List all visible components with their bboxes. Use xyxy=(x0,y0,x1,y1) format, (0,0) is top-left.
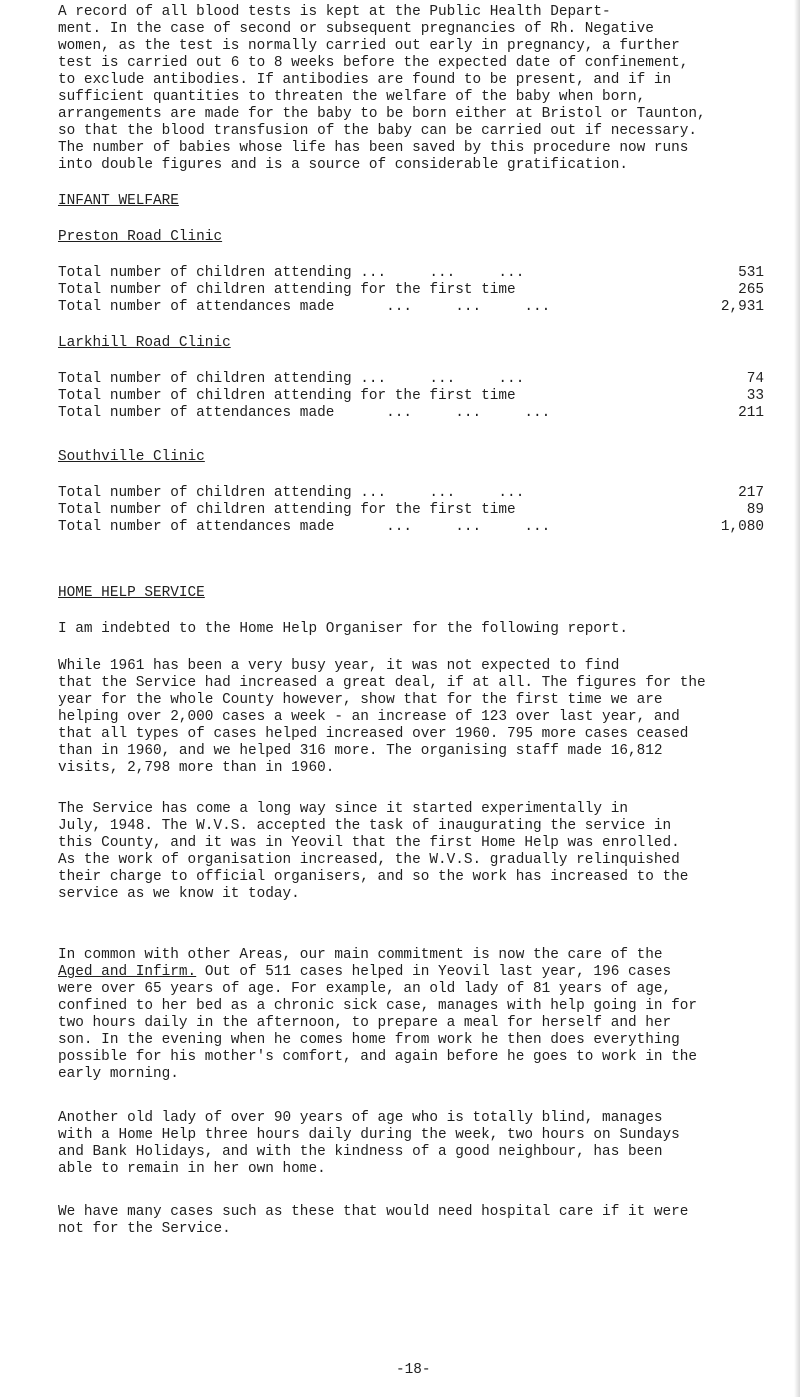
table-row xyxy=(58,265,764,282)
scan-edge-shadow xyxy=(794,0,800,1397)
table-row xyxy=(58,519,764,536)
table-row xyxy=(58,371,764,388)
home-help-paragraph-blind-lady: Another old lady of over 90 years of age who is totally blind, manages with a Home Help three hours daily during the week, two hours on Sundays and Bank Holidays, and with the kindness of a good neighbour, has been able to remain in her own home. xyxy=(58,1110,680,1177)
home-help-heading: HOME HELP SERVICE xyxy=(58,585,205,601)
row-value: 211 xyxy=(738,405,764,421)
row-value: 74 xyxy=(746,371,764,387)
row-value: 33 xyxy=(746,388,764,404)
table-row xyxy=(58,282,764,299)
row-label: Total number of children attending ... ... ... xyxy=(58,265,525,281)
row-label: Total number of children attending ... ... ... xyxy=(58,485,525,501)
row-value: 2,931 xyxy=(720,299,764,315)
table-row xyxy=(58,299,764,316)
row-value: 531 xyxy=(738,265,764,281)
row-label: Total number of children attending for the first time xyxy=(58,388,516,404)
clinic-name-preston-road: Preston Road Clinic xyxy=(58,229,223,245)
row-label: Total number of attendances made ... ... ... xyxy=(58,299,551,315)
home-help-paragraph-closing: We have many cases such as these that would need hospital care if it were not for the Service. xyxy=(58,1204,689,1237)
row-label: Total number of attendances made ... ... ... xyxy=(58,519,551,535)
table-row xyxy=(58,485,764,502)
blood-tests-paragraph: A record of all blood tests is kept at the Public Health Depart- ment. In the case of second or subsequent pregnancies of Rh. Negative women, as the test is normally carried out early in pregnancy, a further test is carried out 6 to 8 weeks before the expected date of confinement, to exclude antibodies. If antibodies are found to be present, and if in sufficient quantities to threaten the welfare of the baby when born, arrangements are made for the baby to be born either at Bristol or Taunton, so that the blood transfusion of the baby can be carried out if necessary. The number of babies whose life has been saved by this procedure now runs into double figures and is a source of considerable gratification. xyxy=(58,4,706,173)
row-value: 217 xyxy=(738,485,764,501)
row-label: Total number of children attending for the first time xyxy=(58,282,516,298)
row-label: Total number of attendances made ... ... ... xyxy=(58,405,551,421)
page-number: -18- xyxy=(396,1362,431,1378)
row-label: Total number of children attending ... ... ... xyxy=(58,371,525,387)
table-row xyxy=(58,502,764,519)
table-row xyxy=(58,405,764,422)
table-row xyxy=(58,388,764,405)
clinic-name-southville: Southville Clinic xyxy=(58,449,205,465)
row-value: 89 xyxy=(746,502,764,518)
row-label: Total number of children attending for the first time xyxy=(58,502,516,518)
home-help-paragraph-1961: While 1961 has been a very busy year, it was not expected to find that the Service had increased a great deal, if at all. The figures for the year for the whole County however, show that for the first time we are helping over 2,000 cases a week - an increase of 123 over last year, and that all types of cases helped increased over 1960. 795 more cases ceased than in 1960, and we helped 316 more. The organising staff made 16,812 visits, 2,798 more than in 1960. xyxy=(58,658,706,776)
home-help-paragraph-aged xyxy=(58,947,758,1083)
infant-welfare-heading: INFANT WELFARE xyxy=(58,193,179,209)
home-help-paragraph-history: The Service has come a long way since it started experimentally in July, 1948. The W.V.S. accepted the task of inaugurating the service in this County, and it was in Yeovil that the first Home Help was enrolled. As the work of organisation increased, the W.V.S. gradually relinquished their charge to official organisers, and so the work has increased to the service as we know it today. xyxy=(58,801,689,902)
paragraph-text: Out of 511 cases helped in Yeovil last year, 196 cases were over 65 years of age. For example, an old lady of 81 years of age, confined to her bed as a chronic sick case, manages with help going in for two hours daily in the afternoon, to prepare a meal for herself and her son. In the evening when he comes home from work he then does everything possible for his mother's comfort, and again before he goes to work in the early morning. xyxy=(58,964,698,1082)
aged-and-infirm-term: Aged and Infirm. xyxy=(58,964,197,980)
clinic-name-larkhill-road: Larkhill Road Clinic xyxy=(58,335,231,351)
row-value: 1,080 xyxy=(720,519,764,535)
home-help-intro: I am indebted to the Home Help Organiser for the following report. xyxy=(58,621,628,637)
row-value: 265 xyxy=(738,282,764,298)
paragraph-text: In common with other Areas, our main commitment is now the care of the xyxy=(58,947,663,963)
